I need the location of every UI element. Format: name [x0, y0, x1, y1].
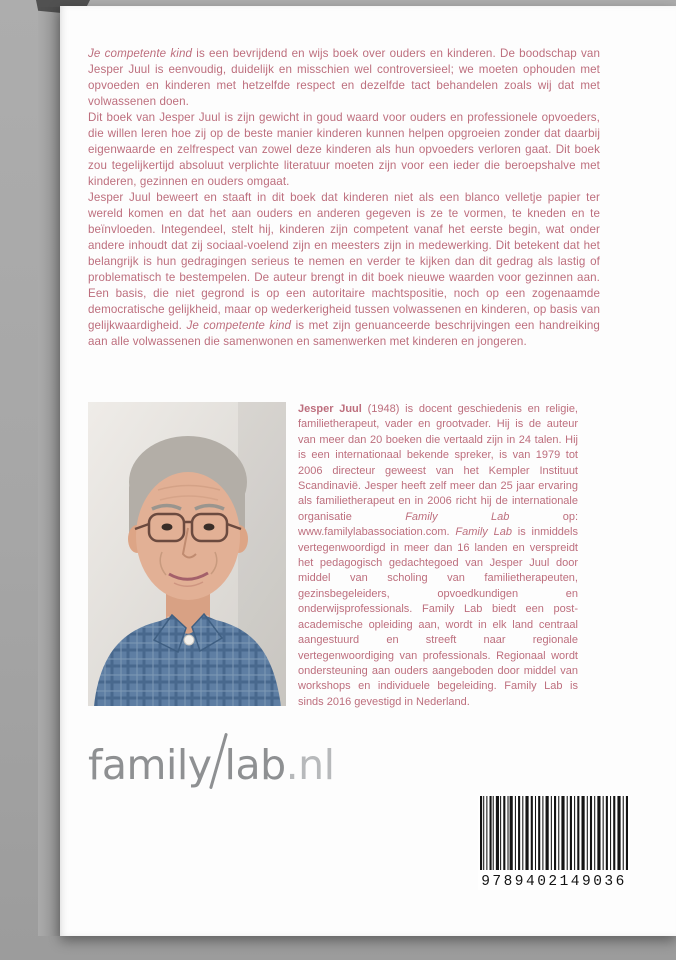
book-spine	[38, 7, 61, 936]
blurb	[88, 46, 600, 350]
author-portrait-illustration	[88, 402, 286, 706]
author-section	[88, 402, 578, 710]
author-photo	[88, 402, 286, 706]
barcode	[478, 796, 630, 890]
author-bio	[298, 402, 578, 710]
barcode-bars	[480, 796, 628, 870]
logo-text-family: family	[88, 741, 212, 789]
blurb-paragraph-3: Jesper Juul beweert en staaft in dit boek dat kinderen niet als een blanco velletje papier ter wereld komen en dat het aan ouders en anderen gegeven is ze te vormen, te kneden en te beïnvloeden. Integendeel, stelt hij, kinderen zijn competent vanaf het eerste begin, wat onder andere inhoudt dat zij sociaal-voelend zijn en meesters zijn in medewerking. Dit betekent dat het belangrijk is hun gedragingen serieus te nemen en verder te kijken dan dit gedrag als lastig of problematisch te bestempelen. De auteur brengt in dit boek nieuwe waarden voor gezinnen aan. Een basis, die niet gegrond is op een autoritaire machtspositie, noch op een zogenaamde democratische gelijkheid, maar op wederkerigheid tussen volwassenen en kinderen, op basis van gelijkwaardigheid. Je competente kind is met zijn genuanceerde beschrijvingen een handreiking aan alle volwassenen die samenwonen en samenwerken met kinderen en jongeren.	[88, 191, 600, 348]
logo-text-lab: lab	[224, 741, 286, 789]
blurb-paragraph-1: Je competente kind is een bevrijdend en wijs boek over ouders en kinderen. De boodschap van Jesper Juul is eenvoudig, duidelijk en misschien wel controversieel; we moeten ophouden met opvoeden en kinderen met hetzelfde respect en dezelfde tact behandelen zoals wij dat met volwassenen doen.	[88, 47, 600, 108]
familylab-logo	[88, 732, 335, 789]
author-bio-text: Jesper Juul (1948) is docent geschiedenis en religie, familietherapeut, vader en grootvader. Hij is de auteur van meer dan 20 boeken die vertaald zijn in 24 talen. Hij is een internationaal bekende spreker, is van 1979 tot 2006 directeur geweest van het Kempler Instituut Scandinavië. Jesper heeft zelf meer dan 25 jaar ervaring als familietherapeut en in 2006 richt hij de internationale organisatie Family Lab op: www.familylabassociation.com. Family Lab is inmiddels vertegenwoordigd in meer dan 16 landen en verspreidt het pedagogisch gedachtegoed van Jesper Juul door middel van scholing van familietherapeuten, gezinsbegeleiders, opvoedkundigen en onderwijsprofessionals. Family Lab biedt een post-academische opleiding aan, wordt in elk land centraal aangestuurd en streeft naar regionale vertegenwoordiging van professionals. Regionaal wordt ondersteuning aan ouders aangeboden door middel van workshops en individuele begeleiding. Family Lab is sinds 2016 gevestigd in Nederland.	[298, 403, 578, 708]
logo-text-nl: .nl	[285, 741, 335, 789]
barcode-number: 9789402149036	[481, 874, 627, 890]
blurb-paragraph-2: Dit boek van Jesper Juul is zijn gewicht in goud waard voor ouders en professionele opvoeders, die willen leren hoe zij op de beste manier kinderen kunnen helpen opgroeien zonder dat daarbij eigenwaarde en zelfrespect van zowel deze kinderen als hun opvoeders verloren gaat. Dit boek zou tegelijkertijd absoluut verplichte literatuur moeten zijn voor een ieder die beroepshalve met kinderen, gezinnen en ouders omgaat.	[88, 111, 600, 188]
back-cover	[60, 6, 676, 936]
